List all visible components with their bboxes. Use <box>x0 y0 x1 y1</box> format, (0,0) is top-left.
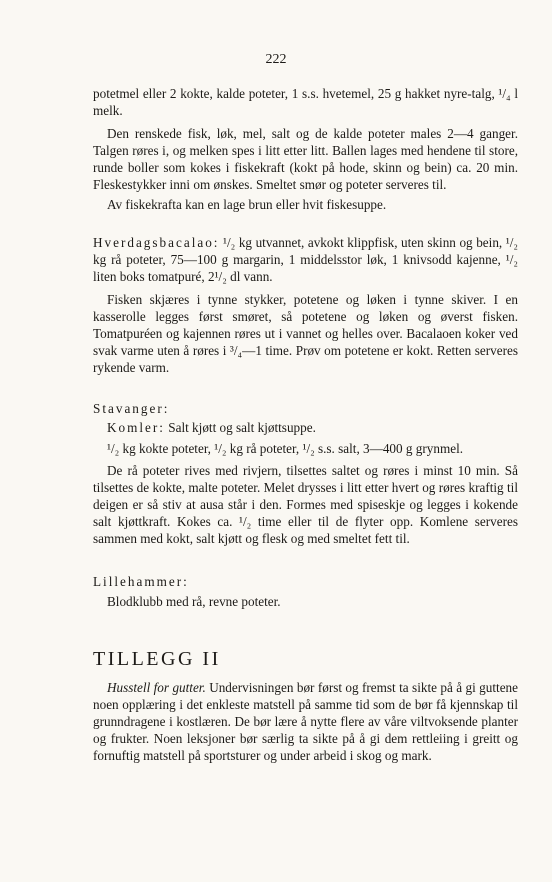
note-text: Av fiskekrafta kan en lage brun eller hvit fiskesuppe. <box>107 197 387 212</box>
region-heading: Stavanger: <box>93 401 170 416</box>
method-text: Fisken skjæres i tynne stykker, potetene og løken i tynne skiver. I en kasserolle legges først smøret, så potetene og løken og øverst fisken. Tomatpuréen og kajennen røres ut i vannet og helles over. Bacalaoen koker ved svak varme uten å røres i ³/₄—1 time. Prøv om potetene er kokt. Retten serveres rykende varm. <box>93 292 518 375</box>
dish-description: Salt kjøtt og salt kjøttsuppe. <box>164 420 316 435</box>
ingredient-list: ¹/₂ kg utvannet, avkokt klippfisk, uten skinn og bein, ¹/₂ kg rå poteter, 75—100 g margarin, 1 middelsstor løk, 1 knivsodd kajenne, ¹/₂ liten boks tomatpuré, 2¹/₂ dl vann. <box>93 235 518 284</box>
method-text: De rå poteter rives med rivjern, tilsettes saltet og røres i minst 10 min. Så tilsettes de kokte, malte poteter. Melet drysses i litt etter hvert og røres kraftig til deigen er så stiv at ausa står i den. Formes med spiseskje og legges i kokende salt kjøttkraft. Kokes ca. ¹/₂ time eller til de flyter opp. Komlene serveres sammen med kokt, salt kjøtt og flesk og med smeltet fett til. <box>93 463 518 546</box>
dish-line: Blodklubb med rå, revne poteter. <box>107 594 281 609</box>
ingredient-text: potetmel eller 2 kokte, kalde poteter, 1 s.s. hvetemel, 25 g hakket nyre-talg, ¹/₄ l melk. <box>93 86 518 118</box>
hverdagsbacalao-recipe <box>93 234 518 376</box>
recipe-ingredients <box>93 234 518 285</box>
appendix-lead: Husstell for gutter. <box>107 680 206 695</box>
appendix-section <box>93 679 518 764</box>
stavanger-section <box>93 400 518 547</box>
fiskeboller-recipe-continued <box>93 85 518 213</box>
appendix-text <box>93 679 518 764</box>
dish-line <box>93 419 518 436</box>
page-number: 222 <box>265 52 287 67</box>
region-heading: Lillehammer: <box>93 574 189 589</box>
ingredient-list: ¹/₂ kg kokte poteter, ¹/₂ kg rå poteter, ¹/₂ s.s. salt, 3—400 g grynmel. <box>107 441 464 456</box>
dish-title: Komler: <box>107 420 165 435</box>
appendix-heading: TILLEGG II <box>93 648 221 670</box>
method-text: Den renskede fisk, løk, mel, salt og de kalde poteter males 2—4 ganger. Talgen røres i, og melken spes i litt etter litt. Ballen lages med hendene til store, runde boller som kokes i fiskekraft (kokt på hode, skinn og bein) ca. 20 min. Fleskestykker inni om ønskes. Smeltet smør og poteter serveres til. <box>93 126 518 192</box>
recipe-title: Hverdagsbacalao: <box>93 235 220 250</box>
lillehammer-section <box>93 573 518 610</box>
appendix-body: Undervisningen bør først og fremst ta sikte på å gi guttene noen opplæring i det enkleste matstell på samme tid som de bør få kjennskap til grunndragene i kostlæren. De bør lære å nytte flere av våre viltvoksende planter og frukter. Noen leksjoner bør særlig ta sikte på å gi dem rettleiing i greitt og fornuftig matstell på sportsturer og under arbeid i skog og mark. <box>93 680 518 763</box>
